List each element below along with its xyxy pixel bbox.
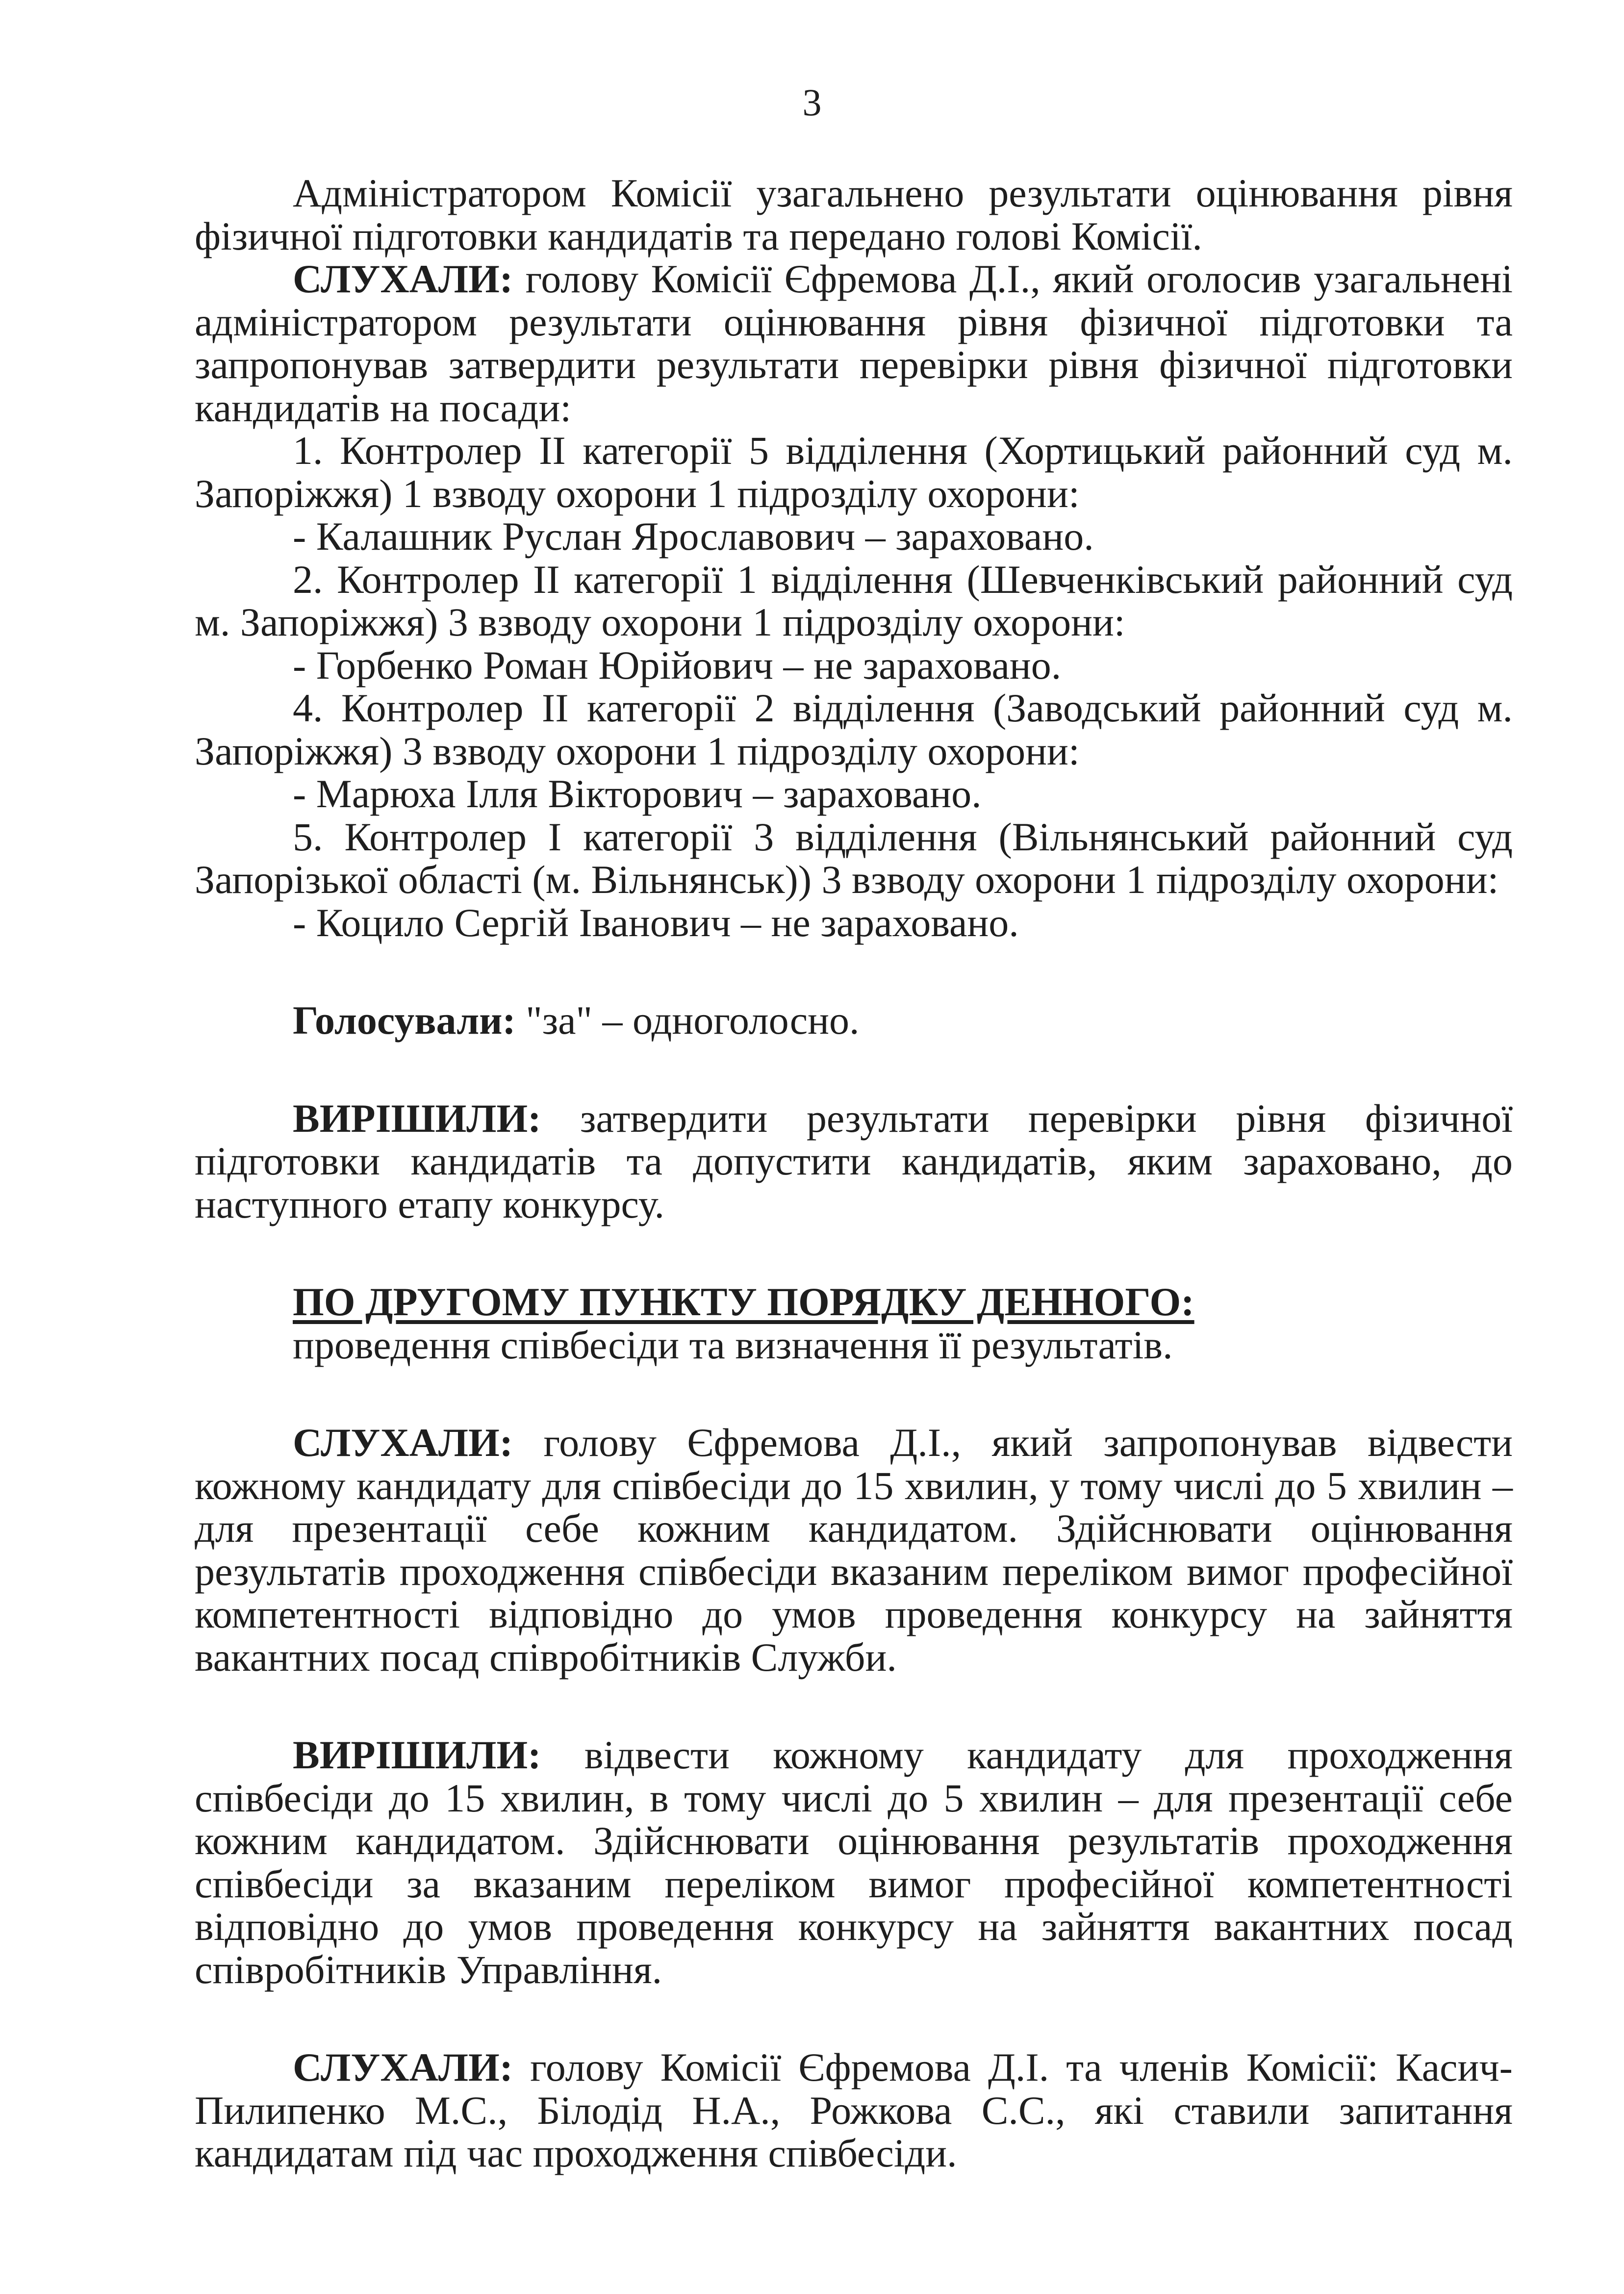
position-item-5: 5. Контролер І категорії 3 відділення (Вільнянський районний суд Запорізької області (м. Вільнянськ)) 3 взводу охорони 1 підрозділу охорони: [195,814,1513,902]
decided-text: затвердити результати перевірки рівня фізичної підготовки кандидатів та допустити кандидатів, яким зараховано, до наступного етапу конкурсу. [195,1096,1513,1226]
position-item-1: 1. Контролер ІІ категорії 5 відділення (Хортицький районний суд м. Запоріжжя) 1 взводу охорони 1 підрозділу охорони: [195,428,1513,516]
candidate-result-4: - Марюха Ілля Вікторович – зараховано. [293,771,982,816]
decided-label: ВИРІШИЛИ: [293,1733,541,1777]
paragraph-vote [195,999,1513,1042]
page-number: 3 [802,81,822,124]
vote-label: Голосували: [293,998,516,1043]
heard-text: голову Єфремова Д.І., який запропонував відвести кожному кандидату для співбесіди до 15 хвилин, у тому числі до 5 хвилин – для презентації себе кожним кандидатом. Здійснювати оцінювання результатів проходження співбесіди вказаним переліком вимог професійної компетентності відповідно до умов проведення конкурсу на зайняття вакантних посад співробітників Служби. [195,1420,1513,1680]
paragraph-decided-1 [195,1097,1513,1226]
heard-text: голову Комісії Єфремова Д.І. та членів Комісії: Касич-Пилипенко М.С., Білодід Н.А., Рожкова С.С., які ставили запитання кандидатам під час проходження співбесіди. [195,2045,1513,2175]
paragraph-admin-summary: Адміністратором Комісії узагальнено результати оцінювання рівня фізичної підготовки кандидатів та передано голові Комісії. [195,171,1513,258]
heard-label: СЛУХАЛИ: [293,1420,513,1465]
document-body [195,172,1513,2175]
position-item-4: 4. Контролер ІІ категорії 2 відділення (Заводський районний суд м. Запоріжжя) 3 взводу охорони 1 підрозділу охорони: [195,686,1513,773]
candidate-result-1: - Калашник Руслан Ярославович – зараховано. [293,514,1094,559]
heard-label: СЛУХАЛИ: [293,2045,513,2090]
vote-text: "за" – одноголосно. [515,998,860,1043]
section-heading-second-item [195,1280,1513,1324]
heard-label: СЛУХАЛИ: [293,256,513,301]
paragraph-heard-1 [195,257,1513,429]
paragraph-decided-2 [195,1733,1513,1991]
heard-text: голову Комісії Єфремова Д.І., який оголосив узагальнені адміністратором результати оцінювання рівня фізичної підготовки та запропонував затвердити результати перевірки рівня фізичної підготовки кандидатів на посади: [195,256,1513,430]
decided-text: відвести кожному кандидату для проходження співбесіди до 15 хвилин, в тому числі до 5 хвилин – для презентації себе кожним кандидатом. Здійснювати оцінювання результатів проходження співбесіди за вказаним переліком вимог професійної компетентності відповідно до умов проведення конкурсу на зайняття вакантних посад співробітників Управління. [195,1733,1513,1992]
section-heading: ПО ДРУГОМУ ПУНКТУ ПОРЯДКУ ДЕННОГО: [293,1279,1194,1324]
candidate-result-2: - Горбенко Роман Юрійович – не зараховано. [293,642,1062,688]
decided-label: ВИРІШИЛИ: [293,1096,541,1141]
paragraph-heard-2 [195,1421,1513,1679]
position-item-2: 2. Контролер ІІ категорії 1 відділення (Шевченківський районний суд м. Запоріжжя) 3 взводу охорони 1 підрозділу охорони: [195,557,1513,644]
candidate-result-5: - Коцило Сергій Іванович – не зараховано. [293,900,1019,945]
paragraph-heard-3 [195,2046,1513,2175]
section-subheading: проведення співбесіди та визначення її результатів. [293,1322,1173,1367]
